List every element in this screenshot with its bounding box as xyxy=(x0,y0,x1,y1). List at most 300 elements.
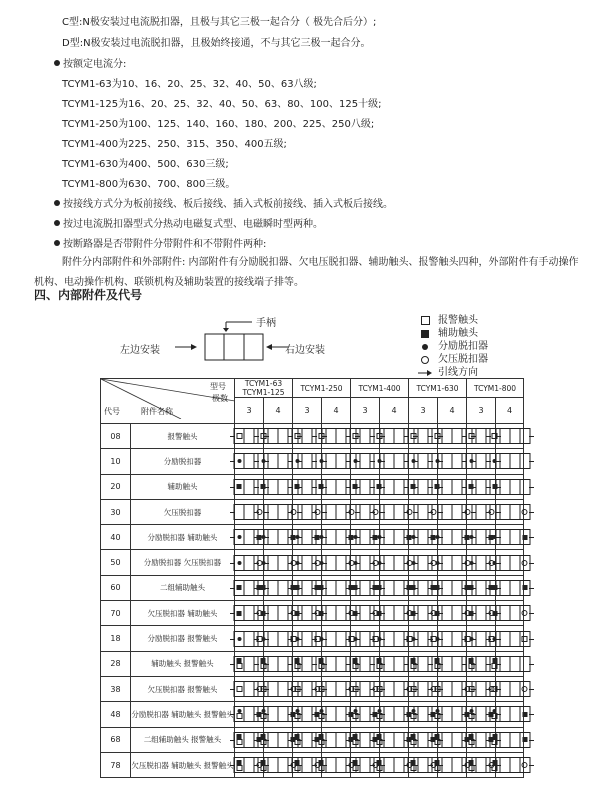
pole xyxy=(351,581,360,595)
pole xyxy=(418,581,428,595)
pole xyxy=(317,733,326,747)
pole xyxy=(317,707,326,721)
pole xyxy=(278,733,288,747)
pole xyxy=(360,682,370,696)
pole xyxy=(394,632,404,646)
pole xyxy=(519,682,529,696)
aux-contact-icon xyxy=(469,585,474,590)
lead-line xyxy=(529,689,534,690)
pole xyxy=(452,657,462,671)
pole-3: 3 xyxy=(293,398,322,424)
legend-shunt: 分励脱扣器 xyxy=(418,340,488,353)
pole xyxy=(278,480,288,494)
pole xyxy=(259,707,268,721)
pole-4: 4 xyxy=(380,398,409,424)
pole xyxy=(259,581,268,595)
pole xyxy=(452,429,462,443)
pole xyxy=(433,581,442,595)
pole xyxy=(244,480,254,494)
alarm-contact-icon xyxy=(468,686,474,692)
pole xyxy=(519,758,529,772)
pole xyxy=(452,505,462,519)
breaker-poles xyxy=(489,732,530,748)
pole xyxy=(375,657,384,671)
alarm-contact-icon xyxy=(352,663,358,669)
pole xyxy=(409,606,418,620)
symbol-cell xyxy=(496,702,524,727)
pole xyxy=(394,429,404,443)
pole xyxy=(490,606,499,620)
pole xyxy=(519,657,529,671)
pole xyxy=(235,429,244,443)
symbol-cell xyxy=(496,525,524,550)
alarm-contact-icon xyxy=(410,686,416,692)
pole xyxy=(326,733,336,747)
pole xyxy=(499,530,509,544)
shunt-release-icon xyxy=(377,637,381,641)
pole xyxy=(452,707,462,721)
alarm-contact-icon xyxy=(410,663,416,669)
row-accessory-name: 欠压脱扣器 xyxy=(131,499,235,524)
pole xyxy=(384,505,394,519)
pole xyxy=(268,707,278,721)
pole xyxy=(476,682,486,696)
alarm-contact-icon xyxy=(260,686,266,692)
shunt-release-icon xyxy=(261,637,265,641)
aux-contact-icon xyxy=(261,484,266,489)
shunt-release-icon xyxy=(493,459,497,463)
aux-contact-icon xyxy=(411,585,416,590)
alarm-contact-icon xyxy=(492,433,498,439)
bullet-dot-icon xyxy=(54,60,60,66)
pole xyxy=(442,606,452,620)
shunt-release-icon xyxy=(353,535,357,539)
pole xyxy=(476,606,486,620)
pole-4: 4 xyxy=(322,398,351,424)
pole xyxy=(433,556,442,570)
pole xyxy=(418,733,428,747)
pole xyxy=(519,556,529,570)
aux-contact-icon xyxy=(411,611,416,616)
shunt-release-icon xyxy=(377,561,381,565)
row-code: 20 xyxy=(101,474,131,499)
alarm-contact-icon xyxy=(421,316,430,325)
shunt-release-icon xyxy=(411,535,415,539)
pole xyxy=(235,480,244,494)
table-row xyxy=(101,702,524,727)
alarm-contact-icon xyxy=(236,433,242,439)
shunt-release-icon xyxy=(411,561,415,565)
row-accessory-name: 二组辅助触头 报警触头 xyxy=(131,727,235,752)
pole xyxy=(490,733,499,747)
row-accessory-name: 辅助触头 报警触头 xyxy=(131,651,235,676)
pole xyxy=(490,682,499,696)
pole xyxy=(452,581,462,595)
pole xyxy=(409,454,418,468)
pole xyxy=(384,581,394,595)
arrow-right-icon xyxy=(175,341,197,353)
lead-line xyxy=(529,563,534,564)
alarm-contact-icon xyxy=(434,739,440,745)
row-code: 40 xyxy=(101,525,131,550)
aux-contact-icon xyxy=(469,484,474,489)
pole xyxy=(509,682,519,696)
pole xyxy=(360,556,370,570)
breaker-poles xyxy=(489,580,530,596)
pole xyxy=(394,530,404,544)
shunt-release-icon xyxy=(353,637,357,641)
legend-undervoltage: 欠压脱扣器 xyxy=(418,353,488,366)
table-row xyxy=(101,651,524,676)
aux-contact-icon xyxy=(435,585,440,590)
pole xyxy=(519,480,529,494)
pole xyxy=(418,480,428,494)
alarm-contact-icon xyxy=(492,663,498,669)
shunt-release-icon xyxy=(237,459,241,463)
rated-line: TCYM1-630为400、500、630三级; xyxy=(62,159,229,170)
pole xyxy=(519,505,529,519)
pole xyxy=(476,657,486,671)
pole xyxy=(293,606,302,620)
pole xyxy=(317,505,326,519)
pole xyxy=(452,454,462,468)
pole xyxy=(360,657,370,671)
pole xyxy=(375,733,384,747)
row-accessory-name: 分励脱扣器 辅助触头 报警触头 xyxy=(131,702,235,727)
pole xyxy=(336,505,346,519)
pole xyxy=(394,758,404,772)
shunt-release-icon xyxy=(319,637,323,641)
breaker-symbol xyxy=(496,728,523,752)
handle-label: 手柄 xyxy=(256,318,276,329)
table-row xyxy=(101,676,524,701)
pole xyxy=(360,707,370,721)
pole xyxy=(490,480,499,494)
alarm-contact-icon xyxy=(352,433,358,439)
shunt-release-icon xyxy=(261,459,265,463)
alarm-contact-icon xyxy=(352,739,358,745)
row-accessory-name: 欠压脱扣器 报警触头 xyxy=(131,676,235,701)
pole xyxy=(244,682,254,696)
pole xyxy=(293,632,302,646)
aux-contact-icon xyxy=(435,611,440,616)
alarm-contact-icon xyxy=(260,433,266,439)
symbol-cell xyxy=(496,727,524,752)
pole xyxy=(302,530,312,544)
pole xyxy=(409,505,418,519)
pole xyxy=(433,505,442,519)
pole xyxy=(336,429,346,443)
pole xyxy=(293,429,302,443)
accessory-table xyxy=(100,378,524,778)
pole xyxy=(375,632,384,646)
pole xyxy=(476,556,486,570)
pole xyxy=(490,530,499,544)
aux-contact-icon xyxy=(492,611,497,616)
pole xyxy=(384,530,394,544)
alarm-contact-icon xyxy=(318,433,324,439)
pole xyxy=(351,429,360,443)
pole xyxy=(326,480,336,494)
pole xyxy=(278,707,288,721)
pole xyxy=(467,606,476,620)
alarm-contact-icon xyxy=(468,765,474,771)
pole xyxy=(235,758,244,772)
pole xyxy=(293,657,302,671)
pole xyxy=(476,707,486,721)
shunt-release-icon xyxy=(353,561,357,565)
pole xyxy=(519,707,529,721)
pole xyxy=(452,632,462,646)
alarm-contact-icon xyxy=(294,433,300,439)
alarm-contact-icon xyxy=(434,686,440,692)
pole xyxy=(278,530,288,544)
pole xyxy=(259,733,268,747)
pole xyxy=(409,480,418,494)
pole xyxy=(259,454,268,468)
pole xyxy=(317,657,326,671)
alarm-contact-icon xyxy=(376,433,382,439)
pole xyxy=(268,581,278,595)
pole xyxy=(452,556,462,570)
pole xyxy=(293,581,302,595)
pole xyxy=(336,530,346,544)
table-row xyxy=(101,499,524,524)
undervoltage-release-icon xyxy=(522,762,528,768)
pole xyxy=(418,505,428,519)
pole-3: 3 xyxy=(409,398,438,424)
table-row xyxy=(101,474,524,499)
pole xyxy=(351,632,360,646)
table-row xyxy=(101,752,524,777)
pole xyxy=(384,606,394,620)
pole xyxy=(384,454,394,468)
shunt-release-icon xyxy=(411,459,415,463)
header-name: 附件名称 xyxy=(141,407,173,416)
pole xyxy=(336,682,346,696)
pole xyxy=(499,682,509,696)
pole xyxy=(418,707,428,721)
pole xyxy=(351,454,360,468)
pole xyxy=(418,758,428,772)
pole xyxy=(351,657,360,671)
pole xyxy=(235,556,244,570)
alarm-contact-icon xyxy=(376,765,382,771)
row-code: 48 xyxy=(101,702,131,727)
row-accessory-name: 分励脱扣器 辅助触头 xyxy=(131,525,235,550)
alarm-contact-icon xyxy=(410,713,416,719)
pole xyxy=(409,581,418,595)
alarm-contact-icon xyxy=(434,663,440,669)
alarm-contact-icon xyxy=(434,433,440,439)
lead-line xyxy=(529,487,534,488)
alarm-contact-icon xyxy=(294,739,300,745)
symbol-cell xyxy=(496,499,524,524)
pole xyxy=(467,682,476,696)
pole xyxy=(278,556,288,570)
pole xyxy=(467,480,476,494)
aux-contact-icon xyxy=(435,484,440,489)
pole xyxy=(302,454,312,468)
header-poles: 极数 xyxy=(212,394,228,403)
alarm-contact-icon xyxy=(468,739,474,745)
pole xyxy=(442,480,452,494)
pole xyxy=(490,657,499,671)
pole xyxy=(375,454,384,468)
shunt-release-icon xyxy=(377,459,381,463)
pole xyxy=(452,733,462,747)
shunt-release-icon xyxy=(377,535,381,539)
pole xyxy=(259,556,268,570)
shunt-release-icon xyxy=(469,637,473,641)
breaker-poles xyxy=(489,453,530,469)
pole xyxy=(442,505,452,519)
pole xyxy=(476,758,486,772)
pole xyxy=(519,454,529,468)
pole xyxy=(326,581,336,595)
pole xyxy=(476,505,486,519)
lead-line xyxy=(529,461,534,462)
pole xyxy=(259,682,268,696)
pole xyxy=(384,758,394,772)
pole xyxy=(351,505,360,519)
pole xyxy=(499,707,509,721)
pole xyxy=(244,505,254,519)
pole xyxy=(394,505,404,519)
pole xyxy=(375,682,384,696)
alarm-contact-icon xyxy=(352,713,358,719)
pole xyxy=(499,606,509,620)
pole xyxy=(317,530,326,544)
pole xyxy=(394,606,404,620)
breaker-symbol xyxy=(496,702,523,726)
pole xyxy=(490,429,499,443)
pole xyxy=(394,454,404,468)
table-row xyxy=(101,727,524,752)
pole xyxy=(433,758,442,772)
breaker-poles xyxy=(489,529,530,545)
bullet-dot-icon xyxy=(54,240,60,246)
pole xyxy=(519,581,529,595)
model-header: TCYM1-63 TCYM1-125 xyxy=(235,379,293,398)
symbol-cell xyxy=(496,424,524,449)
pole xyxy=(433,429,442,443)
table-row xyxy=(101,449,524,474)
pole xyxy=(326,606,336,620)
pole xyxy=(509,429,519,443)
pole xyxy=(476,480,486,494)
pole xyxy=(351,530,360,544)
pole xyxy=(336,758,346,772)
lead-line xyxy=(529,664,534,665)
pole xyxy=(384,707,394,721)
row-code: 28 xyxy=(101,651,131,676)
pole-3: 3 xyxy=(467,398,496,424)
pole xyxy=(418,657,428,671)
pole xyxy=(467,707,476,721)
pole xyxy=(302,505,312,519)
type-c-line: C型:N极安装过电流脱扣器，且极与其它三极一起合分（ 极先合后分）; xyxy=(62,17,377,28)
alarm-contact-icon xyxy=(236,765,242,771)
aux-contact-icon xyxy=(377,585,382,590)
pole xyxy=(244,530,254,544)
undervoltage-release-icon xyxy=(522,560,528,566)
pole xyxy=(326,758,336,772)
shunt-release-icon xyxy=(435,561,439,565)
pole xyxy=(384,657,394,671)
alarm-contact-icon xyxy=(352,686,358,692)
pole xyxy=(336,454,346,468)
pole xyxy=(268,606,278,620)
pole xyxy=(418,530,428,544)
symbol-cell xyxy=(496,575,524,600)
pole xyxy=(244,454,254,468)
pole xyxy=(317,581,326,595)
pole xyxy=(259,429,268,443)
pole xyxy=(442,682,452,696)
breaker-symbol xyxy=(496,576,523,600)
pole xyxy=(452,758,462,772)
pole xyxy=(268,530,278,544)
pole xyxy=(293,454,302,468)
shunt-release-icon xyxy=(237,535,241,539)
pole xyxy=(244,657,254,671)
pole xyxy=(509,454,519,468)
pole xyxy=(302,707,312,721)
pole xyxy=(268,454,278,468)
shunt-release-icon xyxy=(435,459,439,463)
pole xyxy=(442,454,452,468)
table-row xyxy=(101,626,524,651)
pole xyxy=(293,682,302,696)
shunt-release-icon xyxy=(493,535,497,539)
aux-contact-icon xyxy=(295,484,300,489)
alarm-contact-icon xyxy=(236,739,242,745)
pole xyxy=(326,682,336,696)
alarm-contact-icon xyxy=(468,663,474,669)
alarm-contact-icon xyxy=(236,686,242,692)
pole xyxy=(409,758,418,772)
pole xyxy=(499,581,509,595)
symbol-cell xyxy=(496,601,524,626)
pole xyxy=(409,530,418,544)
alarm-contact-icon xyxy=(236,713,242,719)
legend-alarm: 报警触头 xyxy=(418,314,488,327)
model-header: TCYM1-250 xyxy=(293,379,351,398)
pole xyxy=(519,632,529,646)
pole-3: 3 xyxy=(235,398,264,424)
pole xyxy=(409,682,418,696)
pole xyxy=(476,581,486,595)
pole xyxy=(235,606,244,620)
table-row xyxy=(101,601,524,626)
legend-aux: 辅助触头 xyxy=(418,327,488,340)
pole xyxy=(418,454,428,468)
pole xyxy=(293,733,302,747)
row-accessory-name: 分励脱扣器 欠压脱扣器 xyxy=(131,550,235,575)
lead-line xyxy=(529,714,534,715)
aux-contact-icon xyxy=(469,611,474,616)
pole xyxy=(317,758,326,772)
shunt-release-icon xyxy=(469,459,473,463)
pole xyxy=(394,733,404,747)
model-header: TCYM1-800 xyxy=(467,379,524,398)
pole xyxy=(235,733,244,747)
pole xyxy=(336,707,346,721)
pole xyxy=(499,556,509,570)
pole xyxy=(433,733,442,747)
aux-contact-icon xyxy=(353,611,358,616)
